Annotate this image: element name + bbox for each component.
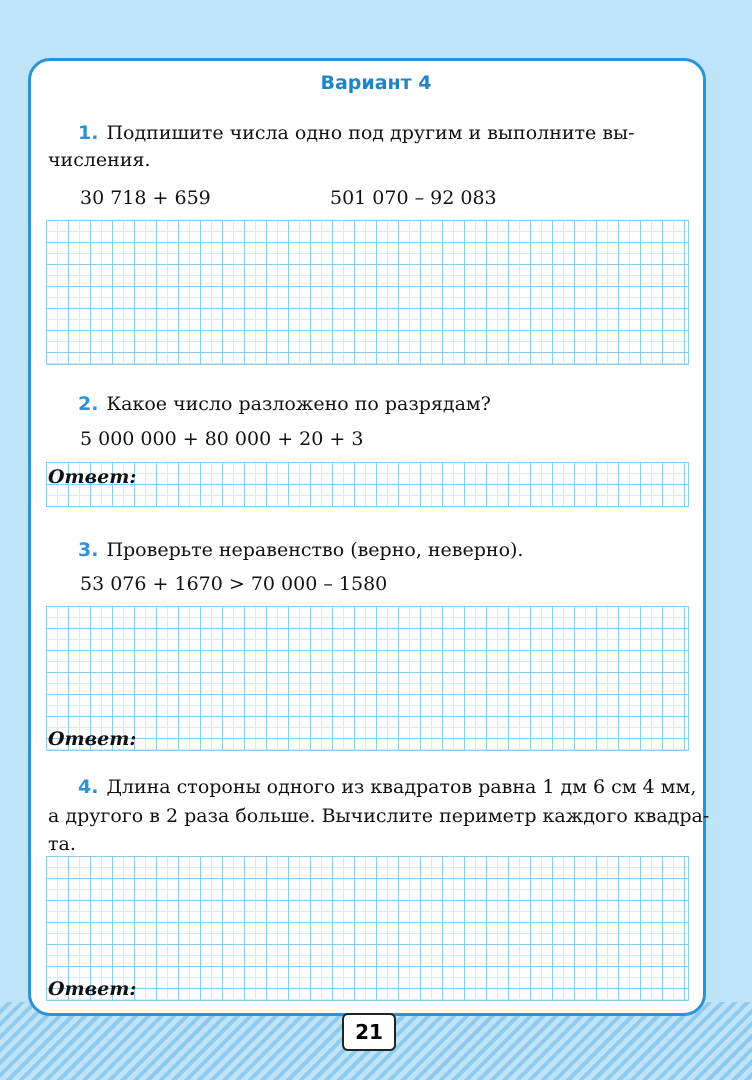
task4-text: Длина стороны одного из квадратов равна 1 дм 6 см 4 мм, — [106, 776, 697, 798]
task2-answer-grid[interactable] — [46, 462, 689, 507]
variant-title: Вариант 4 — [320, 72, 432, 94]
task1-number: 1. — [78, 122, 99, 144]
task3-work-grid[interactable] — [46, 606, 689, 751]
task4-answer-label: Ответ: — [48, 978, 137, 1000]
page-number: 21 — [342, 1013, 396, 1051]
task1-line1 — [78, 118, 635, 148]
task1-line2: числения. — [48, 149, 151, 171]
task2-line — [78, 389, 491, 419]
task4-line1 — [78, 772, 696, 802]
task3-expression: 53 076 + 1670 > 70 000 – 1580 — [80, 573, 388, 595]
task2-expression: 5 000 000 + 80 000 + 20 + 3 — [80, 428, 364, 450]
task4-line2: а другого в 2 раза больше. Вычислите периметр каждого квадра- — [48, 805, 710, 827]
task4-number: 4. — [78, 776, 99, 798]
task1-work-grid[interactable] — [46, 220, 689, 365]
task3-line — [78, 535, 523, 565]
task3-number: 3. — [78, 539, 99, 561]
task1-expression-a: 30 718 + 659 — [80, 187, 211, 209]
task4-work-grid[interactable] — [46, 856, 689, 1001]
task1-expression-b: 501 070 – 92 083 — [330, 187, 497, 209]
task3-text: Проверьте неравенство (верно, неверно). — [106, 539, 524, 561]
task4-line3: та. — [48, 833, 76, 855]
task2-answer-label: Ответ: — [48, 466, 137, 488]
task1-text: Подпишите числа одно под другим и выполните вы- — [106, 122, 635, 144]
task3-answer-label: Ответ: — [48, 728, 137, 750]
task2-number: 2. — [78, 393, 99, 415]
task2-text: Какое число разложено по разрядам? — [106, 393, 491, 415]
